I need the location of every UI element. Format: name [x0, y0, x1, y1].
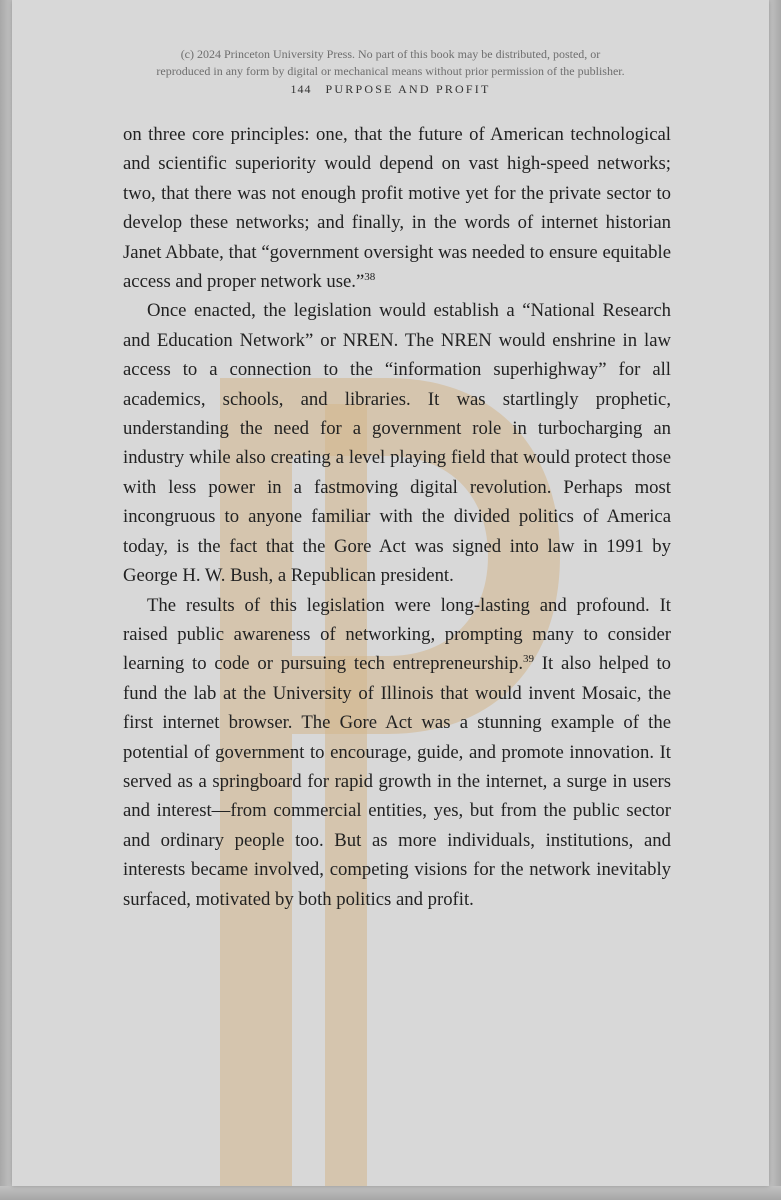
body-text [123, 120, 671, 914]
page-shadow-bottom [0, 1186, 781, 1200]
running-head [12, 82, 769, 97]
copyright-notice [12, 46, 769, 80]
book-page[interactable] [12, 0, 769, 1186]
paragraph-1 [123, 120, 671, 296]
footnote-ref-39[interactable]: 39 [523, 653, 535, 666]
paragraph-2 [123, 296, 671, 590]
page-shadow-left [0, 0, 12, 1200]
copyright-line-1: (c) 2024 Princeton University Press. No part of this book may be distributed, posted, or [180, 47, 601, 61]
copyright-line-2: reproduced in any form by digital or mechanical means without prior permission of the publisher. [156, 64, 625, 78]
paragraph-3 [123, 591, 671, 914]
paragraph-2-text: Once enacted, the legislation would establish a “National Research and Education Network” or NREN. The NREN would enshrine in law access to a connection to the “information superhighway” for all academics, schools, and libraries. It was startlingly prophetic, understanding the need for a government role in turbocharging an industry while also creating a level playing field that would protect those with less power in a fastmoving digital revolution. Perhaps most incongruous to anyone familiar with the divided politics of America today, is the fact that the Gore Act was signed into law in 1991 by George H. W. Bush, a Republican president. [123, 300, 671, 587]
paragraph-3-text-after: It also helped to fund the lab at the University of Illinois that would invent Mosaic, the first internet browser. The Gore Act was a stunning example of the potential of government to encourage, guide, and promote innovation. It served as a springboard for rapid growth in the internet, a surge in users and interest—from commercial entities, yes, but from the public sector and ordinary people too. But as more individuals, institutions, and interests became involved, competing visions for the network inevitably surfaced, motivated by both politics and profit. [123, 653, 671, 910]
paragraph-3-text-before: The results of this legislation were long-lasting and profound. It raised public awareness of networking, prompting many to consider learning to code or pursuing tech entrepreneurship. [123, 594, 671, 675]
page-shadow-right [769, 0, 781, 1200]
paragraph-1-text: on three core principles: one, that the future of American technological and scientific superiority would depend on vast high-speed networks; two, that there was not enough profit motive yet for the private sector to develop these networks; and finally, in the words of internet historian Janet Abbate, that “government oversight was needed to ensure equitable access and proper network use.” [123, 124, 671, 293]
footnote-ref-38[interactable]: 38 [364, 271, 376, 284]
running-title: PURPOSE AND PROFIT [325, 82, 491, 96]
page-number: 144 [290, 82, 312, 96]
